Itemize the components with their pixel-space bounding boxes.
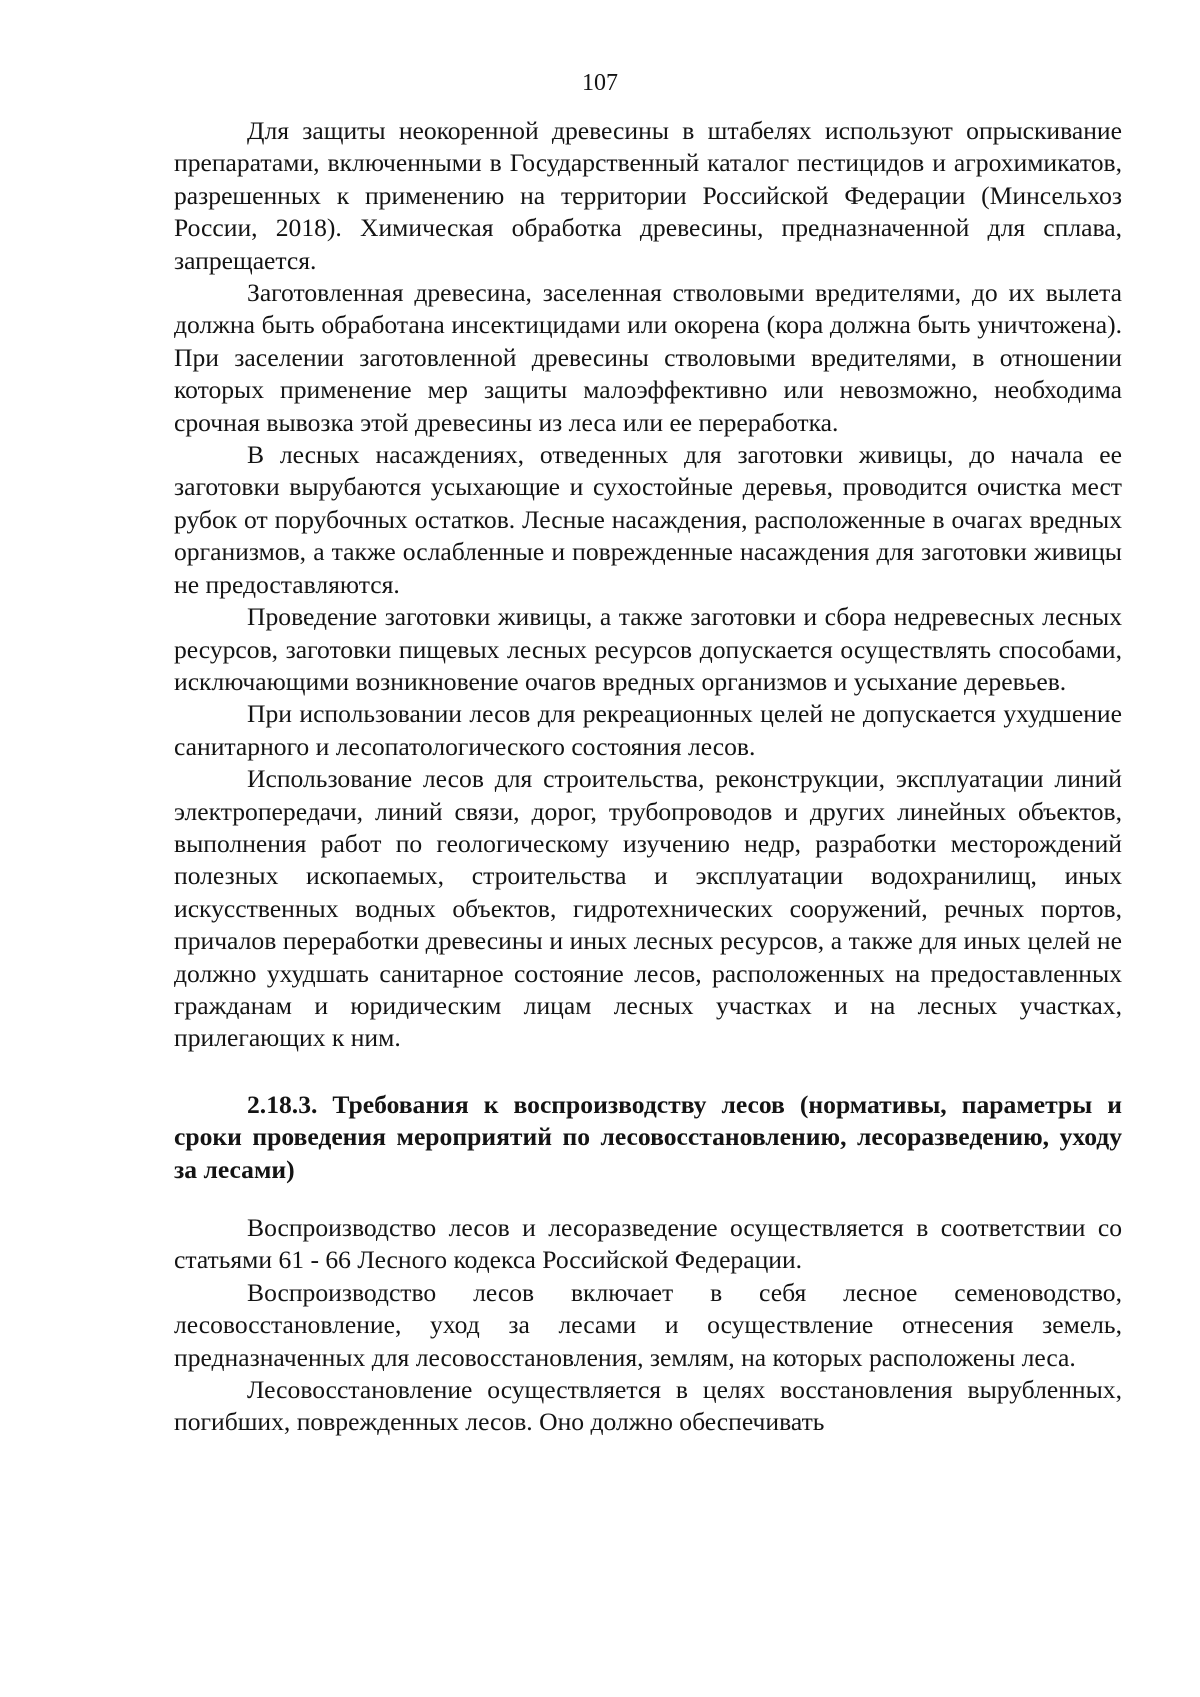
document-body (174, 115, 1122, 1439)
paragraph-reproduction-law: Воспроизводство лесов и лесоразведение осуществляется в соответствии со статьями 61 - 66 Лесного кодекса Российской Федерации. (174, 1213, 1122, 1275)
paragraph-stem-pests: Заготовленная древесина, заселенная стволовыми вредителями, до их вылета должна быть обработана инсектицидами или окорена (кора должна быть уничтожена). При заселении заготовленной древесины стволовыми вредителями, в отношении которых применение мер защиты малоэффективно или невозможно, необходима срочная вывозка этой древесины из леса или ее переработка. (174, 278, 1122, 437)
paragraph-construction-use: Использование лесов для строительства, реконструкции, эксплуатации линий электропередачи, линий связи, дорог, трубопроводов и других линейных объектов, выполнения работ по геологическому изучению недр, разработки месторождений полезных ископаемых, строительства и эксплуатации водохранилищ, иных искусственных водных объектов, гидротехнических сооружений, речных портов, причалов переработки древесины и иных лесных ресурсов, а также для иных целей не должно ухудшать санитарное состояние лесов, расположенных на предоставленных гражданам и юридическим лицам лесных участках и на лесных участках, прилегающих к ним. (174, 764, 1122, 1053)
page-number: 107 (582, 70, 618, 96)
paragraph-reforestation: Лесовосстановление осуществляется в целях восстановления вырубленных, погибших, поврежденных лесов. Оно должно обеспечивать (174, 1375, 1122, 1437)
paragraph-resin-harvesting: В лесных насаждениях, отведенных для заготовки живицы, до начала ее заготовки вырубаются усыхающие и сухостойные деревья, проводится очистка мест рубок от порубочных остатков. Лесные насаждения, расположенные в очагах вредных организмов, а также ослабленные и поврежденные насаждения для заготовки живицы не предоставляются. (174, 440, 1122, 599)
paragraph-reproduction-scope: Воспроизводство лесов включает в себя лесное семеноводство, лесовосстановление, уход за лесами и осуществление отнесения земель, предназначенных для лесовосстановления, землям, на которых расположены леса. (174, 1277, 1122, 1372)
paragraph-non-timber-resources: Проведение заготовки живицы, а также заготовки и сбора недревесных лесных ресурсов, заготовки пищевых лесных ресурсов допускается осуществлять способами, исключающими возникновение очагов вредных организмов и усыхание деревьев. (174, 602, 1122, 696)
paragraph-wood-protection: Для защиты неокоренной древесины в штабелях используют опрыскивание препаратами, включенными в Государственный каталог пестицидов и агрохимикатов, разрешенных к применению на территории Российской Федерации (Минсельхоз России, 2018). Химическая обработка древесины, предназначенной для сплава, запрещается. (174, 116, 1122, 275)
section-heading: 2.18.3. Требования к воспроизводству лесов (нормативы, параметры и сроки проведения мероприятий по лесовосстановлению, лесоразведению, уходу за лесами) (174, 1089, 1122, 1184)
paragraph-recreation: При использовании лесов для рекреационных целей не допускается ухудшение санитарного и лесопатологического состояния лесов. (174, 699, 1122, 761)
